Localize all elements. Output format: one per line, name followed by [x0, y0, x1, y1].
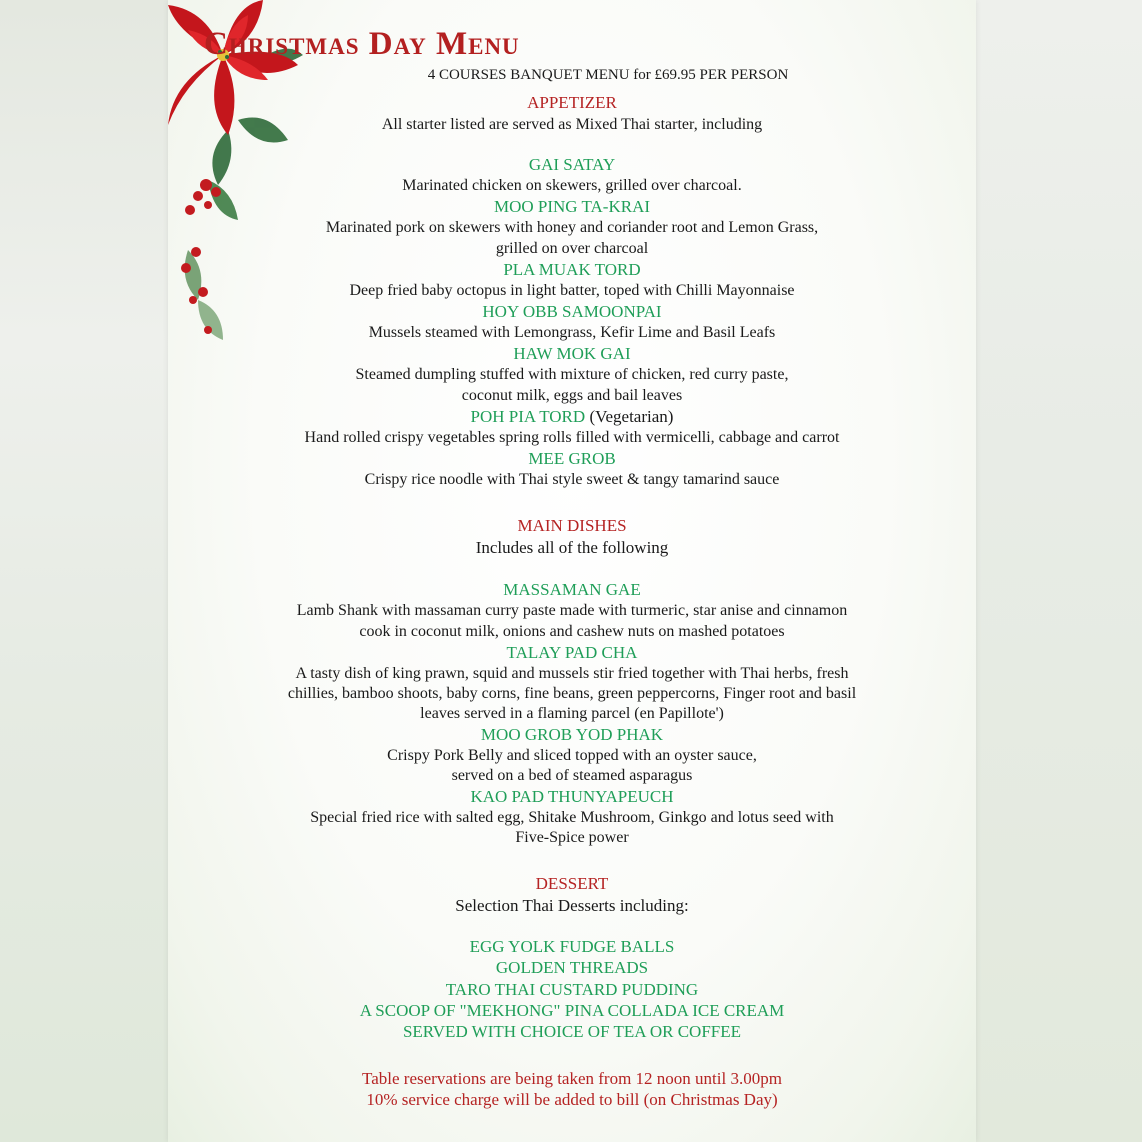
- dish-name: MEE GROB: [528, 449, 616, 468]
- service-charge-note: 10% service charge will be added to bill (on Christmas Day): [366, 1090, 778, 1109]
- menu-subtitle: 4 COURSES BANQUET MENU for £69.95 PER PERSON: [427, 67, 789, 83]
- dish-note: (Vegetarian): [589, 407, 674, 426]
- dish-desc: served on a bed of steamed asparagus: [451, 767, 693, 784]
- dessert-item: GOLDEN THREADS: [495, 958, 649, 977]
- appetizer-intro: All starter listed are served as Mixed Thai starter, including: [381, 116, 763, 133]
- dish-desc: A tasty dish of king prawn, squid and mussels stir fried together with Thai herbs, fresh: [295, 665, 849, 682]
- dish-desc: Marinated pork on skewers with honey and coriander root and Lemon Grass,: [325, 219, 819, 236]
- dish-desc: chillies, bamboo shoots, baby corns, fine beans, green peppercorns, Finger root and basil: [287, 685, 857, 702]
- dish-name: GAI SATAY: [528, 155, 616, 174]
- dish-name: KAO PAD THUNYAPEUCH: [470, 787, 674, 806]
- appetizer-heading: APPETIZER: [527, 93, 617, 112]
- dish-name: HAW MOK GAI: [513, 344, 631, 363]
- mains-heading: MAIN DISHES: [517, 516, 627, 535]
- dish-desc: cook in coconut milk, onions and cashew nuts on mashed potatoes: [359, 623, 785, 640]
- background-left: [0, 0, 168, 1142]
- dish-desc: Crispy Pork Belly and sliced topped with an oyster sauce,: [387, 747, 757, 764]
- dish-desc: leaves served in a flaming parcel (en Papillote'): [420, 705, 724, 722]
- dish-desc: Deep fried baby octopus in light batter, toped with Chilli Mayonnaise: [349, 282, 795, 299]
- dish-desc: grilled on over charcoal: [495, 240, 649, 257]
- dish-desc: Marinated chicken on skewers, grilled over charcoal.: [402, 177, 742, 194]
- dessert-intro: Selection Thai Desserts including:: [455, 896, 689, 915]
- dish-name: POH PIA TORD: [470, 407, 586, 426]
- dish-name: MOO GROB YOD PHAK: [480, 725, 664, 744]
- dessert-item: TARO THAI CUSTARD PUDDING: [445, 980, 699, 999]
- dish-desc: Mussels steamed with Lemongrass, Kefir Lime and Basil Leafs: [368, 324, 776, 341]
- dessert-item: A SCOOP OF "MEKHONG" PINA COLLADA ICE CREAM: [359, 1001, 785, 1020]
- dish-desc: Five-Spice power: [515, 829, 629, 846]
- mains-intro: Includes all of the following: [475, 538, 669, 557]
- menu-title: Christmas Day Menu: [204, 26, 520, 62]
- dish-desc: coconut milk, eggs and bail leaves: [461, 387, 683, 404]
- dish-name-vegetarian: [168, 407, 976, 427]
- dish-desc: Lamb Shank with massaman curry paste made with turmeric, star anise and cinnamon: [296, 602, 848, 619]
- dessert-item: EGG YOLK FUDGE BALLS: [469, 937, 675, 956]
- dessert-item: SERVED WITH CHOICE OF TEA OR COFFEE: [402, 1022, 742, 1041]
- dessert-heading: DESSERT: [535, 874, 609, 893]
- dish-name: MASSAMAN GAE: [503, 580, 641, 599]
- menu-card: [168, 0, 976, 1142]
- background-right: [976, 0, 1142, 1142]
- dish-name: TALAY PAD CHA: [506, 643, 638, 662]
- dish-desc: Steamed dumpling stuffed with mixture of chicken, red curry paste,: [355, 366, 789, 383]
- reservation-note: Table reservations are being taken from 12 noon until 3.00pm: [362, 1069, 782, 1088]
- dish-name: HOY OBB SAMOONPAI: [482, 302, 662, 321]
- dish-name: PLA MUAK TORD: [503, 260, 641, 279]
- dish-desc: Special fried rice with salted egg, Shitake Mushroom, Ginkgo and lotus seed with: [310, 809, 834, 826]
- dish-desc: Crispy rice noodle with Thai style sweet & tangy tamarind sauce: [364, 471, 780, 488]
- dish-desc: Hand rolled crispy vegetables spring rolls filled with vermicelli, cabbage and carrot: [304, 429, 840, 446]
- dish-name: MOO PING TA-KRAI: [493, 197, 651, 216]
